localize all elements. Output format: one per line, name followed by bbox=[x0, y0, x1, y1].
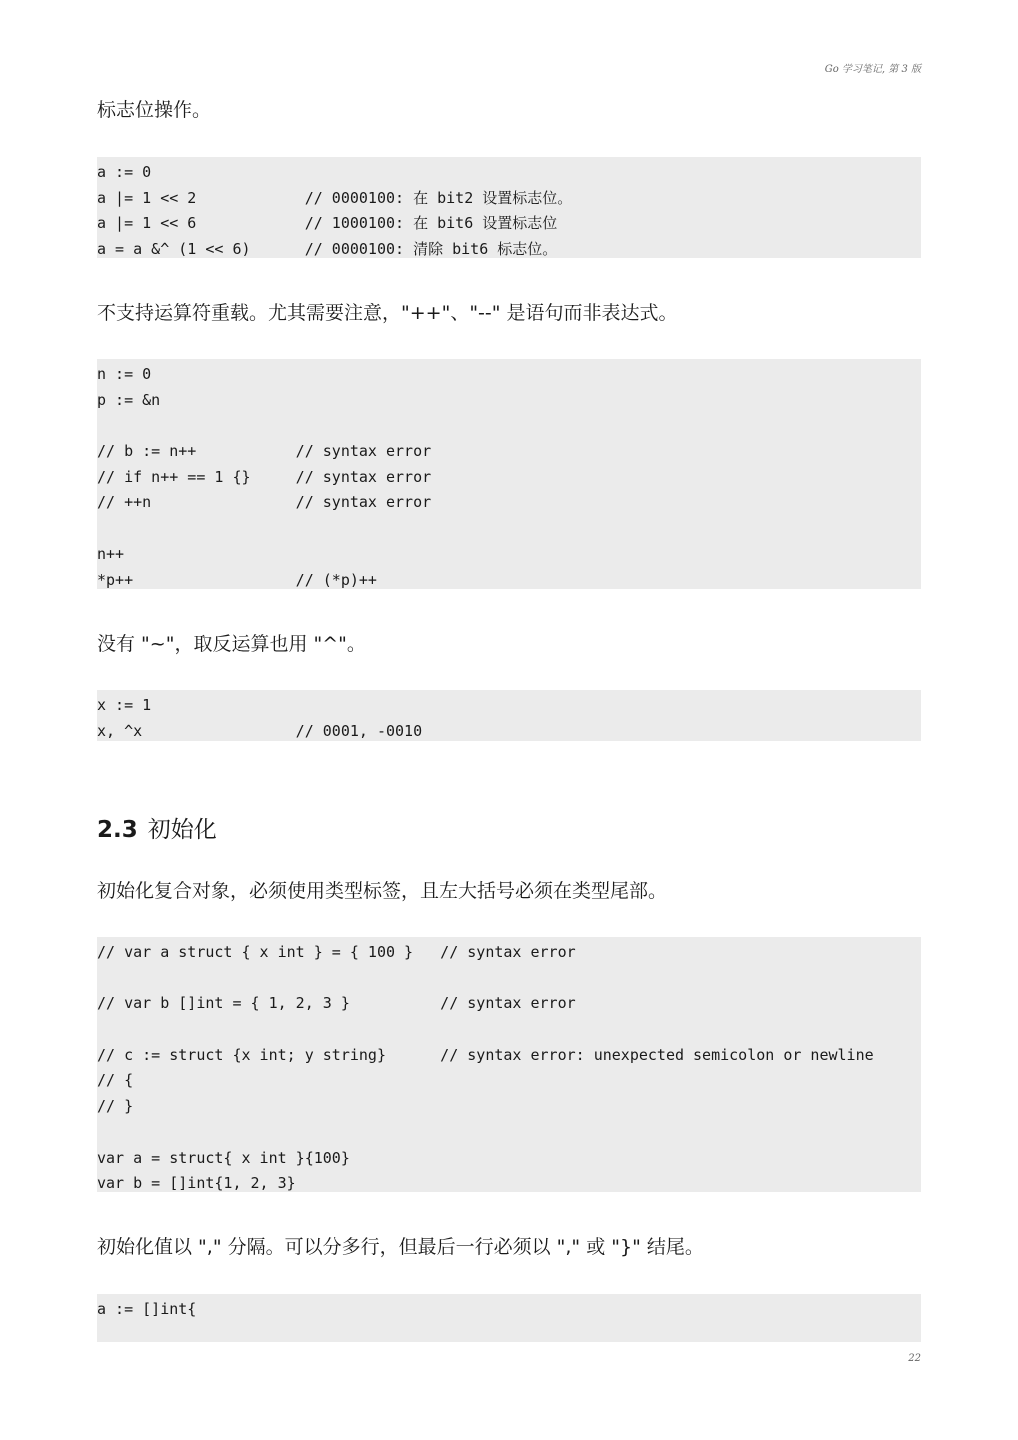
code-line: x := 1 bbox=[97, 696, 152, 714]
paragraph-bitwise-not: 没有 "~"，取反运算也用 "^"。 bbox=[97, 633, 366, 655]
page-number: 22 bbox=[908, 1353, 921, 1364]
code-line: a := []int{ bbox=[97, 1300, 197, 1318]
code-line: // var b []int = { 1, 2, 3 } // syntax error bbox=[97, 994, 576, 1013]
section-number: 2.3 bbox=[97, 817, 138, 843]
code-line: n++ bbox=[97, 544, 125, 563]
paragraph-composite-init: 初始化复合对象，必须使用类型标签，且左大括号必须在类型尾部。 bbox=[97, 880, 668, 902]
running-header: Go 学习笔记, 第 3 版 bbox=[824, 64, 921, 75]
paragraph-init-separator: 初始化值以 "," 分隔。可以分多行，但最后一行必须以 "," 或 "}" 结尾。 bbox=[97, 1236, 704, 1258]
paragraph-flag-ops: 标志位操作。 bbox=[97, 99, 212, 121]
code-line: a := 0 bbox=[97, 163, 152, 181]
code-line: // b := n++ // syntax error bbox=[97, 442, 432, 461]
code-line bbox=[97, 413, 921, 439]
code-block-struct-init bbox=[97, 937, 921, 1192]
code-line: var b = []int{1, 2, 3} bbox=[97, 1174, 296, 1192]
code-block-flags bbox=[97, 157, 921, 258]
section-heading bbox=[97, 815, 217, 845]
code-block-xor bbox=[97, 690, 921, 741]
paragraph-operator-overload: 不支持运算符重载。尤其需要注意，"++"、"--" 是语句而非表达式。 bbox=[97, 302, 678, 324]
code-line: a = a &^ (1 << 6) // 0000100: 清除 bit6 标志位。 bbox=[97, 240, 558, 258]
code-line: x, ^x // 0001, -0010 bbox=[97, 721, 423, 740]
code-line: // ++n // syntax error bbox=[97, 493, 432, 512]
code-line bbox=[97, 1017, 921, 1043]
code-line: // var a struct { x int } = { 100 } // syntax error bbox=[97, 943, 576, 961]
code-line bbox=[97, 516, 921, 542]
code-line: *p++ // (*p)++ bbox=[97, 570, 377, 589]
code-block-increment bbox=[97, 359, 921, 589]
code-line: n := 0 bbox=[97, 365, 152, 383]
code-line: p := &n bbox=[97, 390, 161, 409]
code-line: a |= 1 << 2 // 0000100: 在 bit2 设置标志位。 bbox=[97, 188, 573, 207]
code-line: // { bbox=[97, 1071, 134, 1090]
code-line: // if n++ == 1 {} // syntax error bbox=[97, 467, 432, 486]
code-line bbox=[97, 1120, 921, 1146]
code-line bbox=[97, 966, 921, 992]
code-line: // c := struct {x int; y string} // syntax error: unexpected semicolon or newline bbox=[97, 1045, 874, 1064]
code-line: // } bbox=[97, 1097, 134, 1116]
code-line: a |= 1 << 6 // 1000100: 在 bit6 设置标志位 bbox=[97, 214, 558, 233]
code-block-slice-init bbox=[97, 1294, 921, 1342]
section-title: 初始化 bbox=[147, 817, 217, 843]
code-line: var a = struct{ x int }{100} bbox=[97, 1148, 350, 1167]
